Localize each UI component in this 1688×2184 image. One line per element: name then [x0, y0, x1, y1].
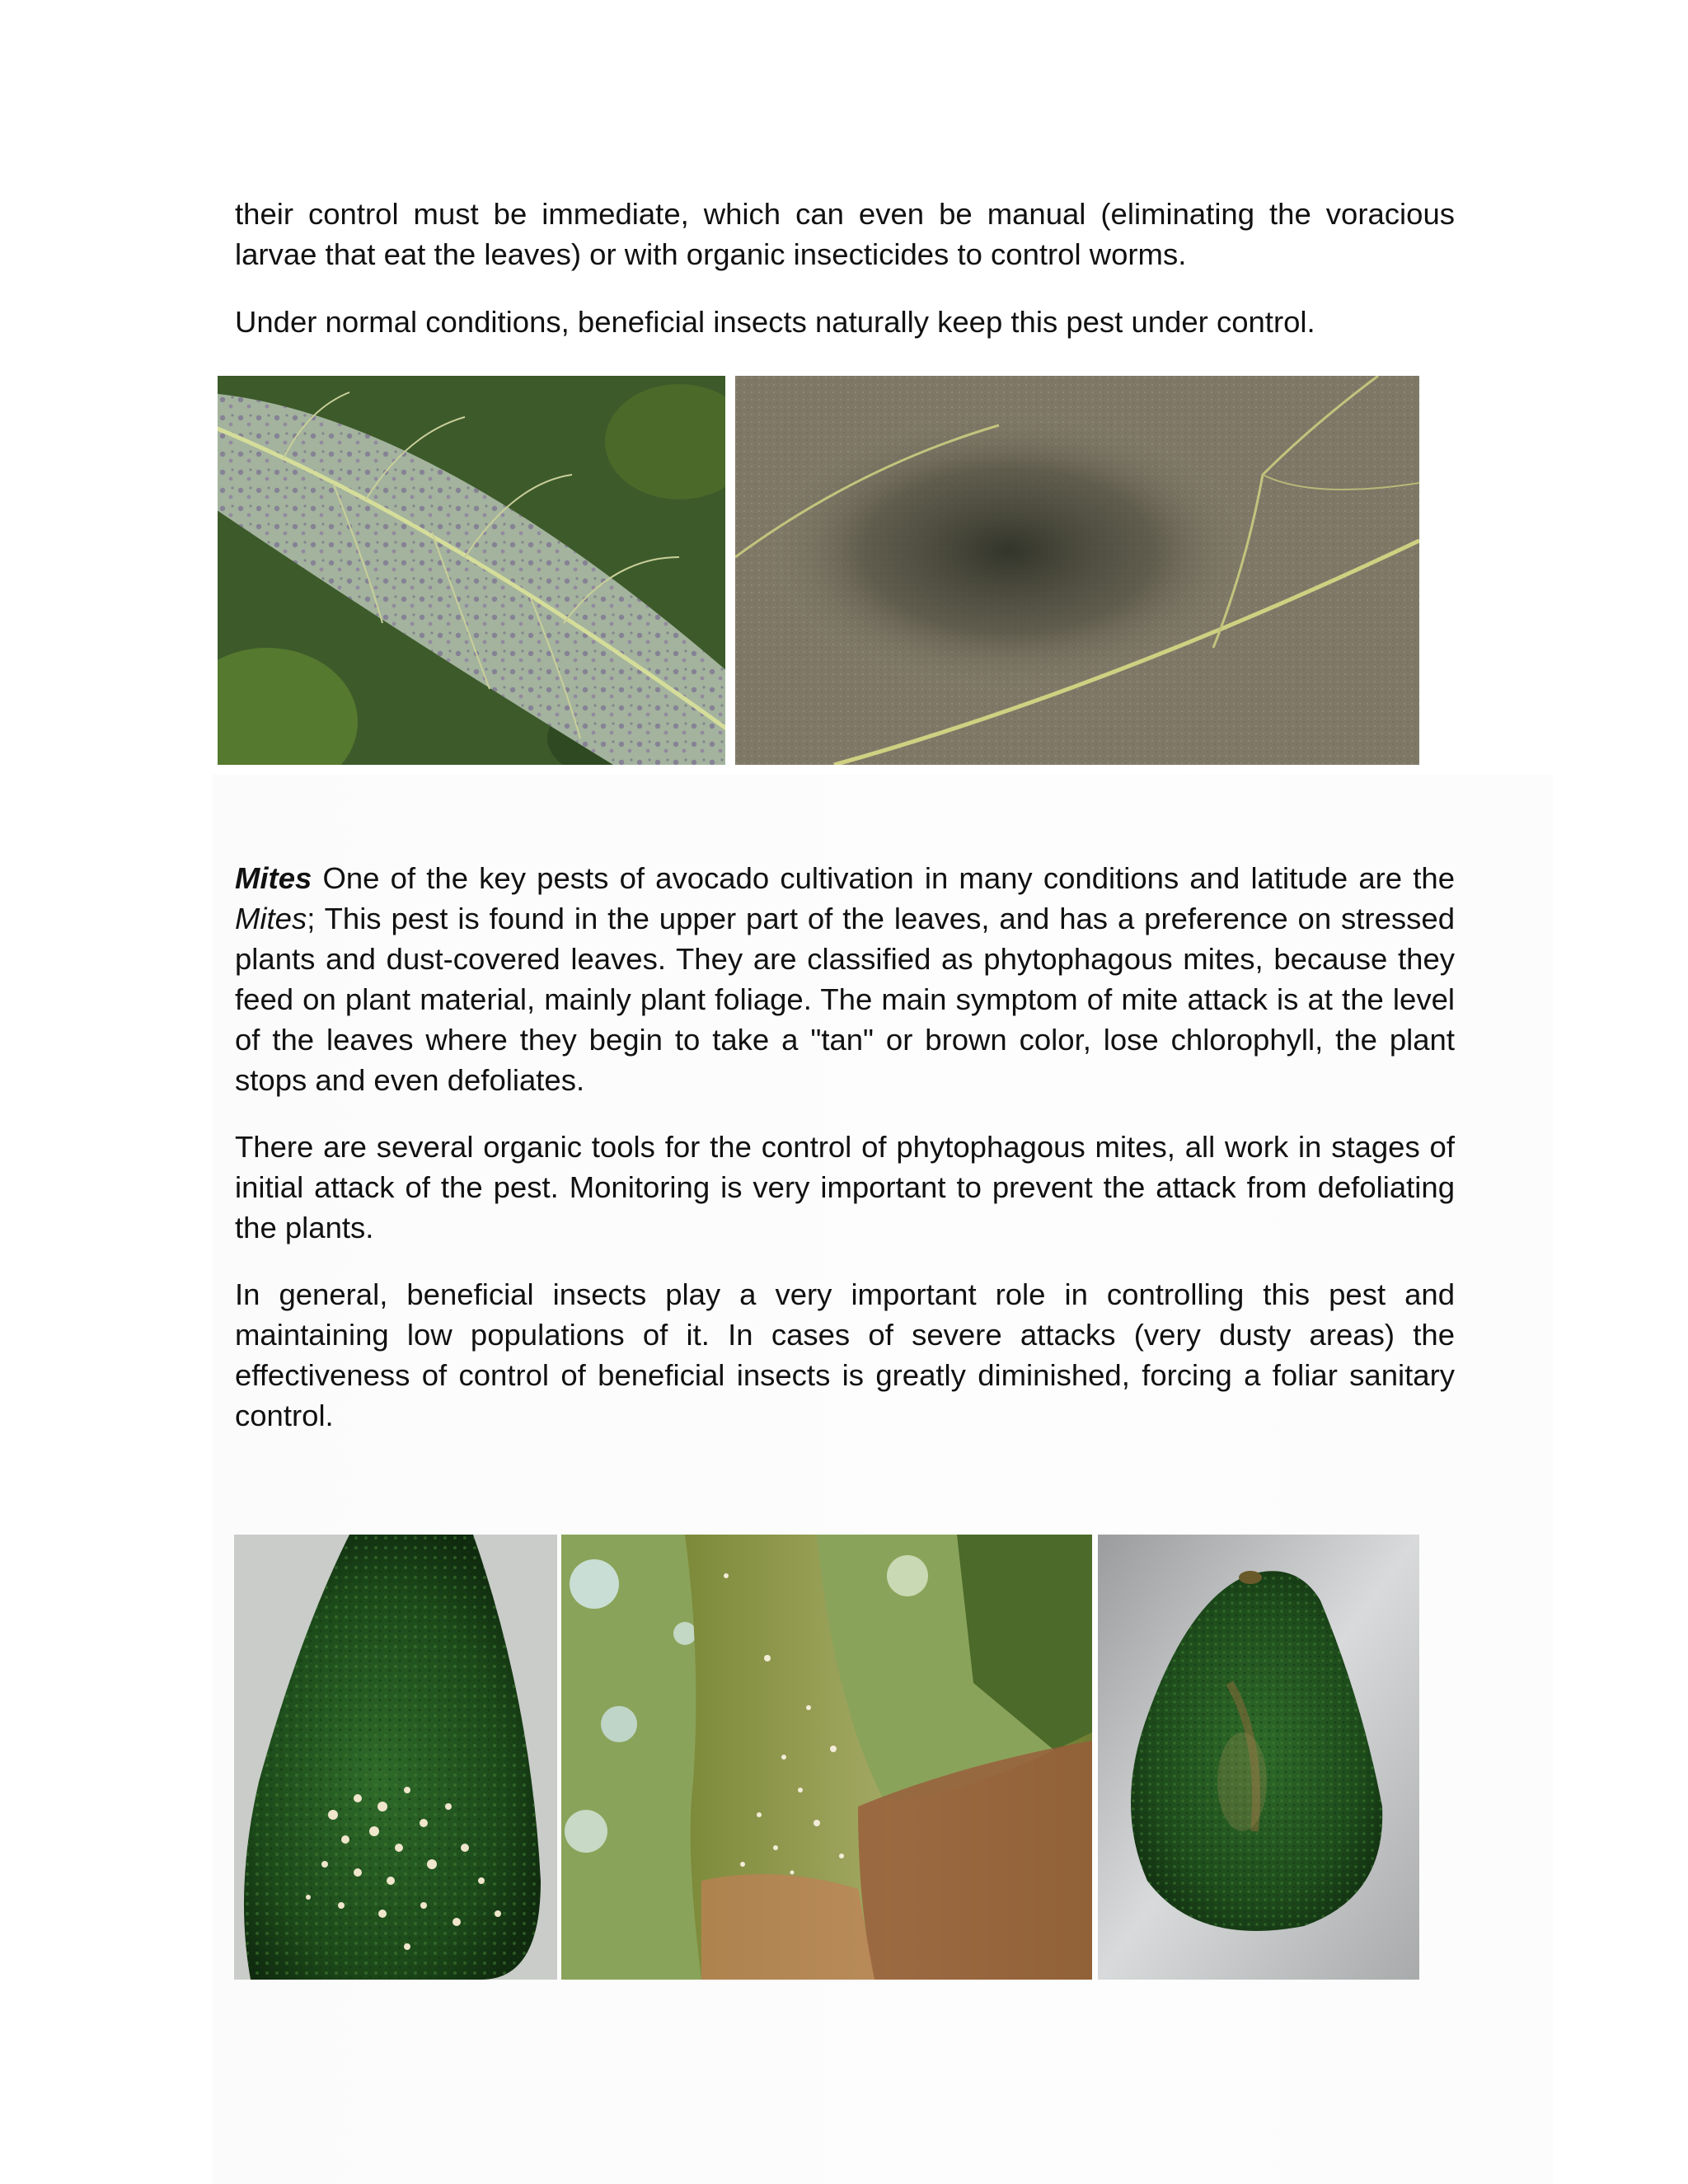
paragraph-control: their control must be immediate, which can even be manual (eliminating the voracious larvae that eat the leaves) or with organic insecticides to control worms. — [235, 197, 1455, 271]
mites-body-text: ; This pest is found in the upper part of the leaves, and has a preference on stressed plants and dust-covered leaves. They are classified as phytophagous mites, because they feed on plant material, mainly plant foliage. The main symptom of mite attack is at the level of the leaves where they begin to take a "tan" or brown color, lose chlorophyll, the plant stops and even defoliates. — [235, 902, 1455, 1097]
photo-leaf-bronzing-closeup — [735, 376, 1419, 765]
mites-intro-text: One of the key pests of avocado cultivation in many conditions and latitude are the — [312, 861, 1455, 895]
paragraph-mites — [235, 858, 1455, 1100]
photo-avocado-fruit-white-spots — [234, 1535, 557, 1980]
photo-leaf-mite-damage — [218, 376, 725, 765]
mites-italic-term: Mites — [235, 902, 307, 935]
photo-avocado-fruit-mite-damage — [1098, 1535, 1419, 1980]
paragraph-organic-tools: There are several organic tools for the control of phytophagous mites, all work in stages of initial attack of the pest. Monitoring is very important to prevent the attack from defoliating the plants. — [235, 1130, 1455, 1244]
photo-avocado-stem-white-spots — [561, 1535, 1092, 1980]
paragraph-beneficial-insects: Under normal conditions, beneficial insects naturally keep this pest under control. — [235, 305, 1315, 339]
mites-heading: Mites — [235, 861, 312, 895]
paragraph-severe-attacks: In general, beneficial insects play a very important role in controlling this pest and maintaining low populations of it. In cases of severe attacks (very dusty areas) the effectiveness of control of beneficial insects is greatly diminished, forcing a foliar sanitary control. — [235, 1277, 1455, 1432]
